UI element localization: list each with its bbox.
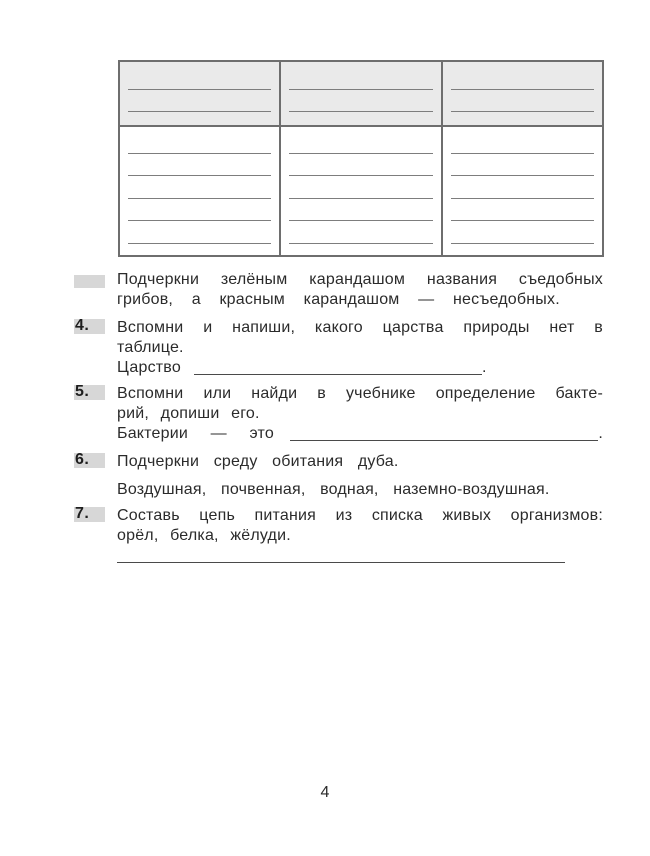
task-options-line: Воздушная, почвенная, водная, наземно-воздушная. — [117, 481, 550, 498]
answer-blank-line — [290, 440, 598, 441]
worksheet-table — [118, 60, 604, 257]
task-marker-4 — [74, 319, 105, 334]
task-4 — [117, 318, 603, 378]
task-text-line: Вспомни и напиши, какого царства природы нет в — [117, 319, 603, 336]
table-header-cell — [120, 62, 279, 125]
task-7 — [117, 506, 603, 546]
task-text-line: Подчеркни среду обитания дуба. — [117, 453, 399, 470]
writing-line — [451, 153, 594, 154]
writing-line — [128, 111, 271, 112]
task-number: 6. — [75, 451, 90, 468]
fill-in-suffix: . — [481, 359, 487, 376]
writing-line — [128, 243, 271, 244]
task-text-line: Составь цепь питания из списка живых организмов: — [117, 507, 603, 524]
task-text-line: рий, допиши его. — [117, 405, 260, 422]
task-6 — [117, 452, 603, 500]
table-body-cell — [120, 127, 279, 255]
writing-line — [289, 89, 432, 90]
writing-line — [128, 89, 271, 90]
writing-line — [289, 220, 432, 221]
table-header-cell — [441, 62, 602, 125]
task-text-line: таблице. — [117, 339, 184, 356]
page-number: 4 — [320, 784, 330, 801]
writing-line — [289, 111, 432, 112]
task-marker-6 — [74, 453, 105, 468]
writing-line — [289, 198, 432, 199]
fill-in-label: Царство — [117, 359, 181, 376]
task-text-line: грибов, а красным карандашом — несъедобных. — [117, 291, 560, 308]
writing-line — [289, 175, 432, 176]
task-marker-5 — [74, 385, 105, 400]
writing-line — [289, 153, 432, 154]
table-header-row — [120, 62, 602, 127]
fill-in-suffix: . — [598, 425, 603, 442]
writing-line — [451, 243, 594, 244]
task-number: 4. — [75, 317, 90, 334]
task-3-continuation — [117, 270, 603, 310]
answer-blank-line — [194, 374, 482, 375]
writing-line — [451, 220, 594, 221]
writing-line — [289, 243, 432, 244]
table-body-cell — [441, 127, 602, 255]
writing-line — [451, 175, 594, 176]
fill-in-row — [117, 424, 603, 444]
fill-in-row — [117, 358, 603, 378]
task-5 — [117, 384, 603, 444]
table-header-cell — [279, 62, 440, 125]
table-body-row — [120, 127, 602, 255]
writing-line — [451, 111, 594, 112]
writing-line — [128, 220, 271, 221]
writing-line — [128, 198, 271, 199]
writing-line — [128, 153, 271, 154]
task-text-line: Вспомни или найди в учебнике определение бакте- — [117, 385, 603, 402]
writing-line — [451, 198, 594, 199]
table-body-cell — [279, 127, 440, 255]
writing-line — [451, 89, 594, 90]
task-marker-7 — [74, 507, 105, 522]
task-number: 7. — [75, 505, 90, 522]
task-text-line: орёл, белка, жёлуди. — [117, 527, 291, 544]
task-text-line: Подчеркни зелёным карандашом названия съедобных — [117, 271, 603, 288]
answer-blank-line — [117, 562, 565, 563]
writing-line — [128, 175, 271, 176]
task-marker — [74, 275, 105, 288]
fill-in-label: Бактерии — это — [117, 425, 274, 442]
task-number: 5. — [75, 383, 90, 400]
